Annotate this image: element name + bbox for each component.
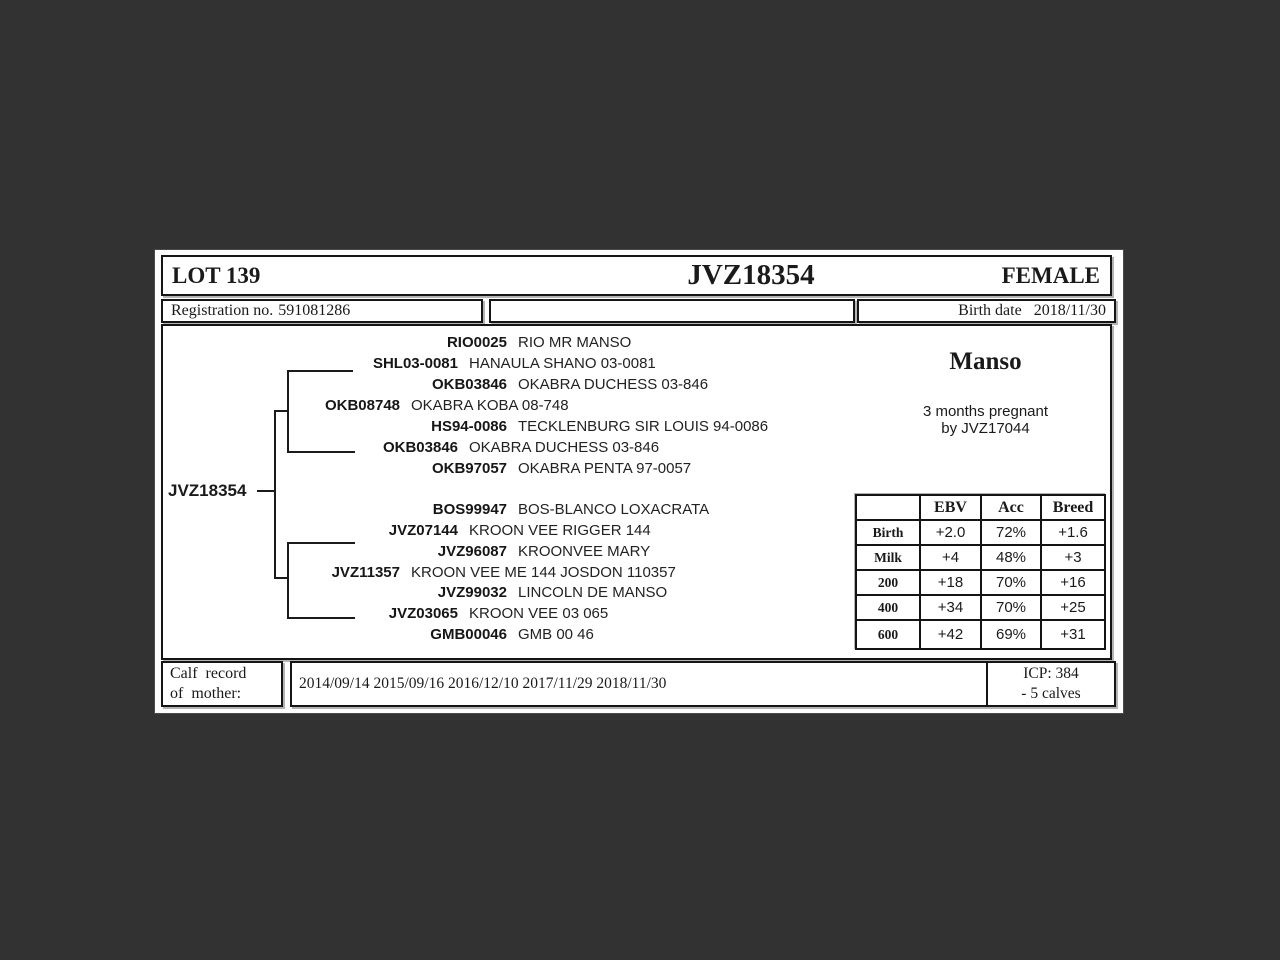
birth-date-value: 2018/11/30 [1033, 302, 1106, 319]
icp-value: ICP: 384 [1023, 665, 1079, 682]
icp-cell [986, 661, 1116, 707]
calf-record-label-line2: of mother: [170, 685, 242, 702]
ancestor-name: KROON VEE 03 065 [469, 605, 609, 622]
ancestor-id: SHL03-0081 [372, 355, 458, 372]
ebv-value: +4 [920, 545, 981, 570]
calf-record-label-line1: Calf record [170, 665, 247, 682]
acc-value: 70% [981, 570, 1041, 595]
acc-value: 70% [981, 595, 1041, 620]
pregnancy-line1: 3 months pregnant [922, 403, 1049, 420]
animal-id-title: JVZ18354 [687, 259, 815, 291]
ancestor-name: KROON VEE ME 144 JOSDON 110357 [411, 564, 676, 581]
ebv-header-breed: Breed [1041, 495, 1105, 520]
ancestor-name: GMB 00 46 [518, 626, 594, 643]
ebv-value: +42 [920, 620, 981, 649]
ancestor-name: LINCOLN DE MANSO [518, 584, 668, 601]
pedigree-connector [257, 490, 275, 492]
pedigree-row [163, 583, 667, 603]
ebv-row-label: 600 [856, 620, 920, 649]
ancestor-id: JVZ99032 [437, 584, 507, 601]
pedigree-row [163, 625, 594, 645]
calves-count: - 5 calves [1021, 685, 1081, 702]
ancestor-id: OKB97057 [431, 460, 507, 477]
breed-name: Manso [949, 348, 1022, 375]
ancestor-id: JVZ96087 [437, 543, 507, 560]
ancestor-id: RIO0025 [446, 334, 507, 351]
breed-value: +16 [1041, 570, 1105, 595]
card-header [161, 255, 1112, 296]
ebv-row-label: Birth [856, 520, 920, 545]
registration-cell [161, 299, 483, 323]
ancestor-name: KROON VEE RIGGER 144 [469, 522, 651, 539]
ancestor-id: JVZ11357 [331, 564, 400, 581]
ancestor-id: JVZ03065 [388, 605, 458, 622]
pedigree-row [163, 521, 651, 541]
acc-value: 69% [981, 620, 1041, 649]
ebv-row-label: 200 [856, 570, 920, 595]
acc-value: 72% [981, 520, 1041, 545]
ancestor-name: OKABRA DUCHESS 03-846 [518, 376, 709, 393]
ebv-header-empty [856, 495, 920, 520]
pedigree-row [163, 542, 650, 562]
registration-number: 591081286 [278, 302, 351, 319]
lot-card [155, 250, 1123, 713]
ebv-table [855, 494, 1106, 650]
pedigree-row [163, 375, 708, 395]
registration-label: Registration no. [171, 302, 274, 319]
pedigree-row [163, 459, 691, 479]
pedigree-row [163, 417, 768, 437]
lot-number: LOT 139 [172, 262, 261, 288]
pedigree-row [163, 396, 569, 416]
pregnancy-line2: by JVZ17044 [941, 420, 1030, 437]
acc-value: 48% [981, 545, 1041, 570]
ebv-row-label: Milk [856, 545, 920, 570]
ancestor-name: OKABRA KOBA 08-748 [411, 397, 569, 414]
pedigree-row [163, 354, 656, 374]
pedigree-row [163, 438, 659, 458]
calf-record-dates-cell [290, 661, 988, 707]
calf-record-label-cell [161, 661, 283, 707]
ebv-row-milk [856, 545, 1105, 570]
birth-date-cell [857, 299, 1116, 323]
ancestor-id: OKB03846 [382, 439, 458, 456]
ebv-header-ebv: EBV [920, 495, 981, 520]
ancestor-name: OKABRA DUCHESS 03-846 [469, 439, 660, 456]
calf-record-dates: 2014/09/14 2015/09/16 2016/12/10 2017/11/29 2018/11/30 [299, 675, 667, 692]
ancestor-id: OKB03846 [431, 376, 507, 393]
breed-value: +1.6 [1041, 520, 1105, 545]
pedigree-row [163, 604, 608, 624]
breed-value: +3 [1041, 545, 1105, 570]
pedigree-row [163, 500, 709, 520]
ancestor-name: RIO MR MANSO [518, 334, 632, 351]
ancestor-name: OKABRA PENTA 97-0057 [518, 460, 692, 477]
ebv-value: +2.0 [920, 520, 981, 545]
breed-value: +31 [1041, 620, 1105, 649]
ebv-row-200 [856, 570, 1105, 595]
sex-label: FEMALE [1001, 262, 1100, 288]
ancestor-name: TECKLENBURG SIR LOUIS 94-0086 [518, 418, 769, 435]
birth-date-label: Birth date [958, 302, 1022, 319]
pedigree-panel [161, 324, 1112, 660]
ancestor-id: HS94-0086 [431, 418, 507, 435]
ebv-header-acc: Acc [981, 495, 1041, 520]
ancestor-id: BOS99947 [432, 501, 507, 518]
pregnancy-status [853, 403, 1118, 437]
ebv-value: +34 [920, 595, 981, 620]
pedigree-row [163, 563, 676, 583]
ancestor-id: OKB08748 [324, 397, 400, 414]
ebv-row-label: 400 [856, 595, 920, 620]
registration-empty-cell [489, 299, 855, 323]
ebv-row-400 [856, 595, 1105, 620]
ancestor-name: HANAULA SHANO 03-0081 [469, 355, 656, 372]
subject-animal-id: JVZ18354 [168, 481, 247, 500]
ancestor-id: JVZ07144 [388, 522, 458, 539]
ancestor-id: GMB00046 [430, 626, 507, 643]
ebv-row-600 [856, 620, 1105, 649]
ebv-row-birth [856, 520, 1105, 545]
breed-value: +25 [1041, 595, 1105, 620]
ebv-value: +18 [920, 570, 981, 595]
ebv-header-row [856, 495, 1105, 520]
ancestor-name: KROONVEE MARY [518, 543, 651, 560]
ancestor-name: BOS-BLANCO LOXACRATA [518, 501, 710, 518]
pedigree-row [163, 333, 631, 353]
